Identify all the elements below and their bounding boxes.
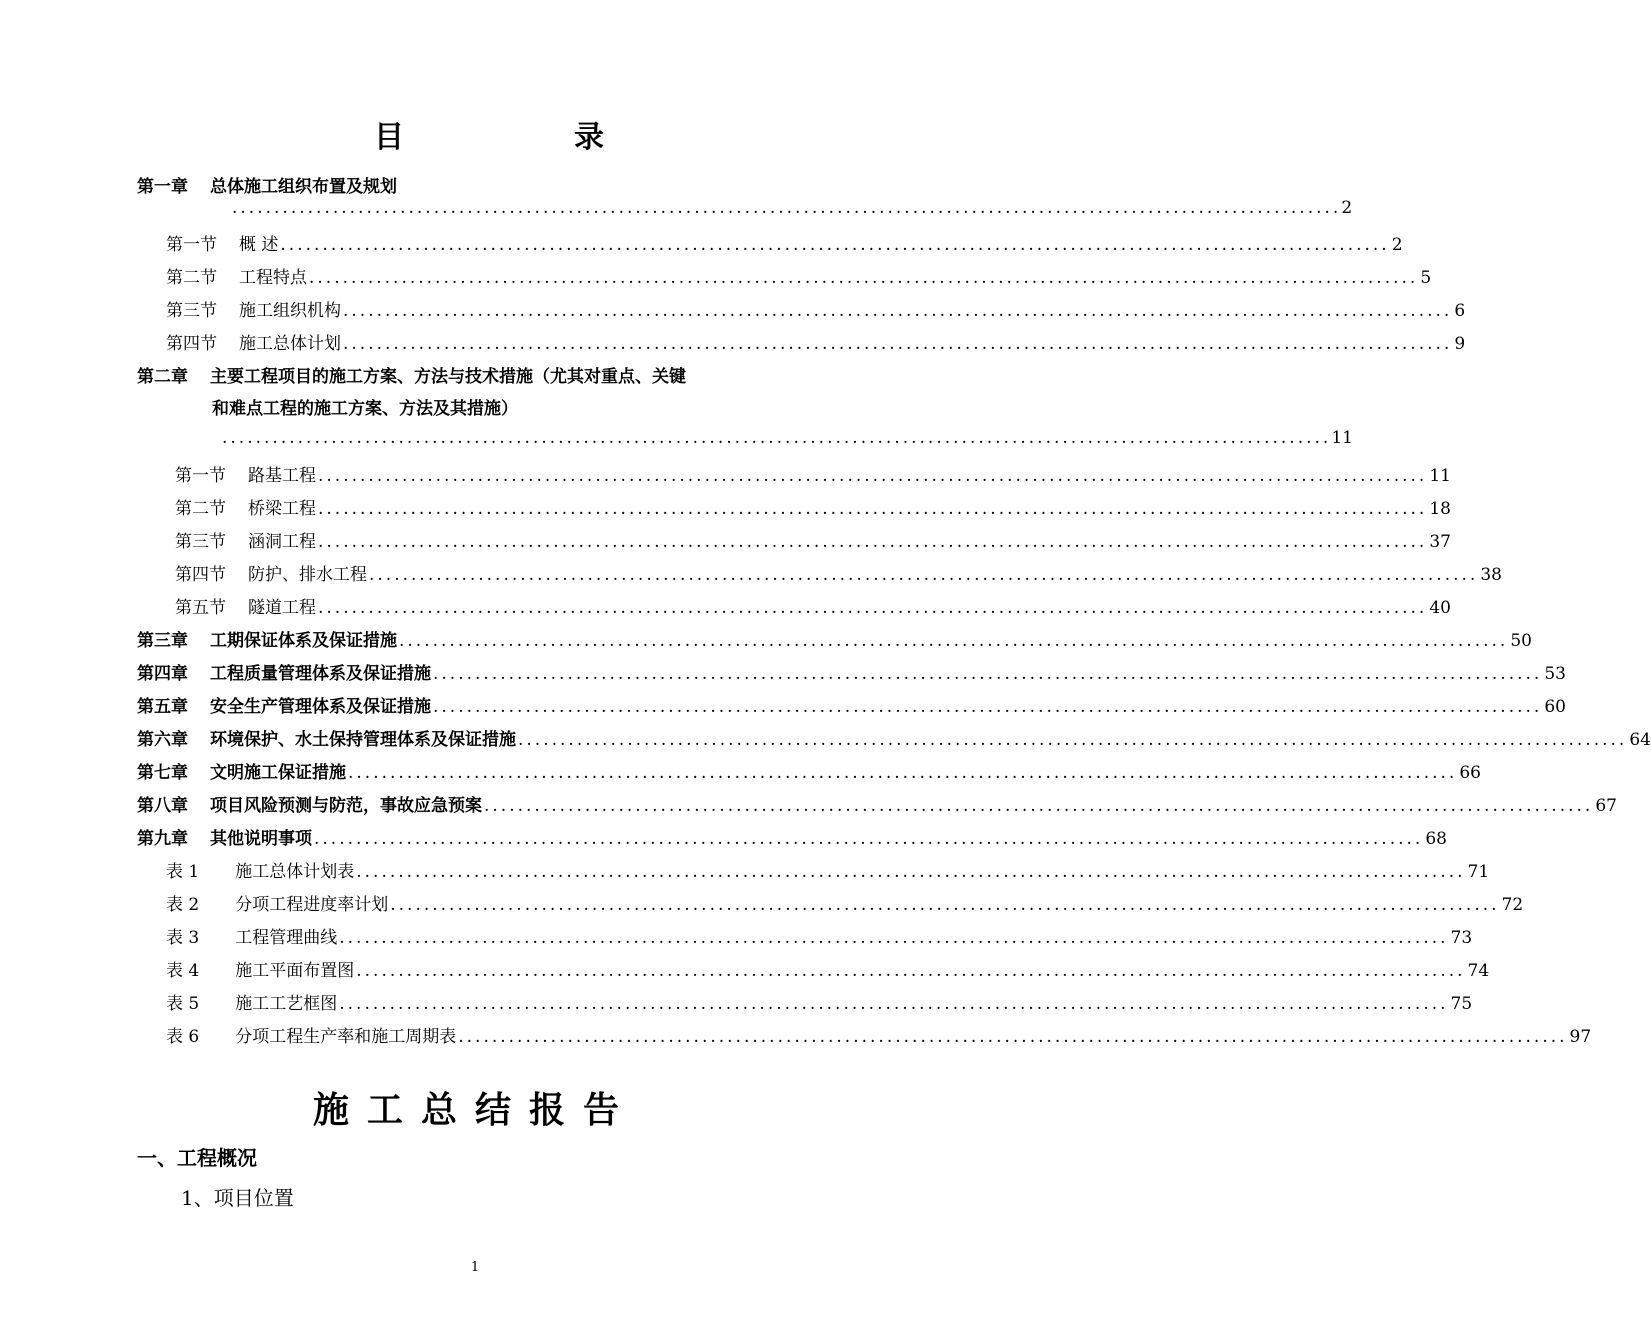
toc-table-num: 表 1 [166,862,200,882]
toc-section[interactable] [166,230,1403,260]
toc-table-entry[interactable] [166,989,1473,1019]
toc-section-num: 第四节 [175,565,226,585]
toc-chapter-2[interactable] [137,362,686,392]
toc-section-label: 防护、排水工程 [248,565,367,585]
dot-leader: .................................................................................................................................... [348,763,1458,783]
toc-chapter-7[interactable] [137,758,1481,788]
toc-table-label: 施工工艺框图 [235,994,338,1014]
toc-table-label: 分项工程进度率计划 [235,895,389,915]
toc-section[interactable] [175,461,1451,491]
toc-page-number: 50 [1510,631,1532,651]
toc-page-number: 72 [1501,895,1524,915]
toc-page-number: 66 [1459,763,1481,783]
toc-title [0,112,950,155]
toc-section[interactable] [175,494,1451,524]
toc-page-number: 5 [1420,268,1432,288]
dot-leader: .................................................................................................................................... [356,961,1466,981]
toc-page-number: 38 [1480,565,1502,585]
toc-page-number: 64 [1629,730,1651,750]
toc-table-num: 表 6 [166,1027,200,1047]
toc-section-num: 第一节 [175,466,226,486]
toc-page-number: 75 [1450,994,1473,1014]
toc-page-number: 2 [1341,198,1353,218]
toc-section[interactable] [175,593,1451,623]
dot-leader: .................................................................................................................................... [484,796,1594,816]
toc-chapter-8[interactable] [137,791,1617,821]
toc-page-number: 60 [1544,697,1566,717]
toc-page-number: 74 [1467,961,1490,981]
toc-section-num: 第一节 [166,235,217,255]
report-title: 施工总结报告 [312,1089,637,1131]
dot-leader: .................................................................................................................................... [339,928,1449,948]
toc-page-number: 9 [1454,334,1466,354]
toc-page-number: 11 [1331,428,1353,448]
toc-table-entry[interactable] [166,857,1490,887]
toc-chapter-num: 第一章 [137,177,188,197]
toc-table-num: 表 5 [166,994,200,1014]
toc-chapter-1-leader [232,198,1353,228]
toc-table-num: 表 2 [166,895,200,915]
toc-chapter-num: 第八章 [137,796,188,816]
dot-leader: .................................................................................................................................... [232,198,1342,218]
toc-chapter-num: 第五章 [137,697,188,717]
toc-section-label: 施工总体计划 [239,334,341,354]
toc-section[interactable] [175,560,1502,590]
toc-table-label: 施工总体计划表 [235,862,355,882]
subsection-heading: 1、项目位置 [181,1186,294,1210]
toc-section-label: 路基工程 [248,466,316,486]
toc-chapter-label: 主要工程项目的施工方案、方法与技术措施（尤其对重点、关键 [210,367,686,387]
toc-section-label: 施工组织机构 [239,301,341,321]
toc-chapter-num: 第二章 [137,367,188,387]
dot-leader: .................................................................................................................................... [458,1027,1568,1047]
toc-chapter-label: 文明施工保证措施 [210,763,346,783]
toc-section-num: 第三节 [175,532,226,552]
toc-chapter-label: 其他说明事项 [210,829,312,849]
toc-chapter-label: 环境保护、水土保持管理体系及保证措施 [210,730,516,750]
section-heading: 一、工程概况 [137,1146,257,1170]
toc-section-num: 第三节 [166,301,217,321]
toc-chapter-label: 安全生产管理体系及保证措施 [210,697,431,717]
dot-leader: .................................................................................................................................... [356,862,1466,882]
toc-table-label: 分项工程生产率和施工周期表 [235,1027,457,1047]
dot-leader: .................................................................................................................................... [433,697,1543,717]
toc-page-number: 67 [1595,796,1617,816]
toc-section[interactable] [166,296,1466,326]
toc-chapter-label: 总体施工组织布置及规划 [210,177,397,197]
toc-section-label: 隧道工程 [248,598,316,618]
toc-section[interactable] [166,329,1466,359]
toc-section-num: 第二节 [166,268,217,288]
dot-leader: .................................................................................................................................... [390,895,1500,915]
toc-page-number: 53 [1544,664,1566,684]
toc-section-label: 桥梁工程 [248,499,316,519]
toc-page-number: 71 [1467,862,1490,882]
toc-chapter-num: 第七章 [137,763,188,783]
dot-leader: .................................................................................................................................... [280,235,1390,255]
toc-section-label: 工程特点 [239,268,307,288]
toc-table-num: 表 3 [166,928,200,948]
toc-chapter-label: 工期保证体系及保证措施 [210,631,397,651]
toc-chapter-label: 和难点工程的施工方案、方法及其措施） [212,399,518,419]
toc-chapter-label: 项目风险预测与防范，事故应急预案 [210,796,482,816]
toc-table-label: 施工平面布置图 [235,961,355,981]
toc-chapter-num: 第六章 [137,730,188,750]
toc-title-right: 录 [574,120,604,155]
toc-section-num: 第五节 [175,598,226,618]
dot-leader: .................................................................................................................................... [318,466,1428,486]
toc-section-label: 涵洞工程 [248,532,316,552]
dot-leader: .................................................................................................................................... [309,268,1419,288]
toc-page-number: 68 [1425,829,1447,849]
toc-table-entry[interactable] [166,1022,1592,1052]
toc-chapter-4[interactable] [137,659,1566,689]
dot-leader: .................................................................................................................................... [433,664,1543,684]
toc-table-entry[interactable] [166,956,1490,986]
toc-page-number: 97 [1569,1027,1592,1047]
toc-section[interactable] [175,527,1451,557]
dot-leader: .................................................................................................................................... [399,631,1509,651]
toc-table-entry[interactable] [166,923,1473,953]
dot-leader: .................................................................................................................................... [518,730,1628,750]
toc-chapter-num: 第四章 [137,664,188,684]
dot-leader: .................................................................................................................................... [314,829,1424,849]
dot-leader: .................................................................................................................................... [318,499,1428,519]
toc-chapter-9[interactable] [137,824,1447,854]
toc-section-label: 概 述 [239,235,279,255]
toc-chapter-2-continued [212,394,518,424]
dot-leader: .................................................................................................................................... [339,994,1449,1014]
toc-chapter-num: 第三章 [137,631,188,651]
toc-chapter-label: 工程质量管理体系及保证措施 [210,664,431,684]
toc-chapter-3[interactable] [137,626,1532,656]
toc-title-left: 目 [374,120,404,155]
toc-section[interactable] [166,263,1432,293]
dot-leader: .................................................................................................................................... [318,598,1428,618]
dot-leader: .................................................................................................................................... [369,565,1479,585]
toc-table-num: 表 4 [166,961,200,981]
dot-leader: .................................................................................................................................... [318,532,1428,552]
toc-table-entry[interactable] [166,890,1524,920]
toc-table-label: 工程管理曲线 [235,928,338,948]
toc-page-number: 6 [1454,301,1466,321]
toc-chapter-2-leader [222,428,1353,458]
dot-leader: .................................................................................................................................... [343,301,1453,321]
toc-page-number: 18 [1429,499,1451,519]
dot-leader: .................................................................................................................................... [222,428,1332,448]
toc-section-num: 第四节 [166,334,217,354]
toc-chapter-6[interactable] [137,725,1651,755]
toc-chapter-num: 第九章 [137,829,188,849]
toc-page-number: 73 [1450,928,1473,948]
toc-page-number: 2 [1391,235,1403,255]
toc-section-num: 第二节 [175,499,226,519]
toc-page-number: 40 [1429,598,1451,618]
toc-chapter-5[interactable] [137,692,1566,722]
dot-leader: .................................................................................................................................... [343,334,1453,354]
toc-page-number: 37 [1429,532,1451,552]
toc-page-number: 11 [1429,466,1451,486]
page-number: 1 [470,1260,480,1275]
